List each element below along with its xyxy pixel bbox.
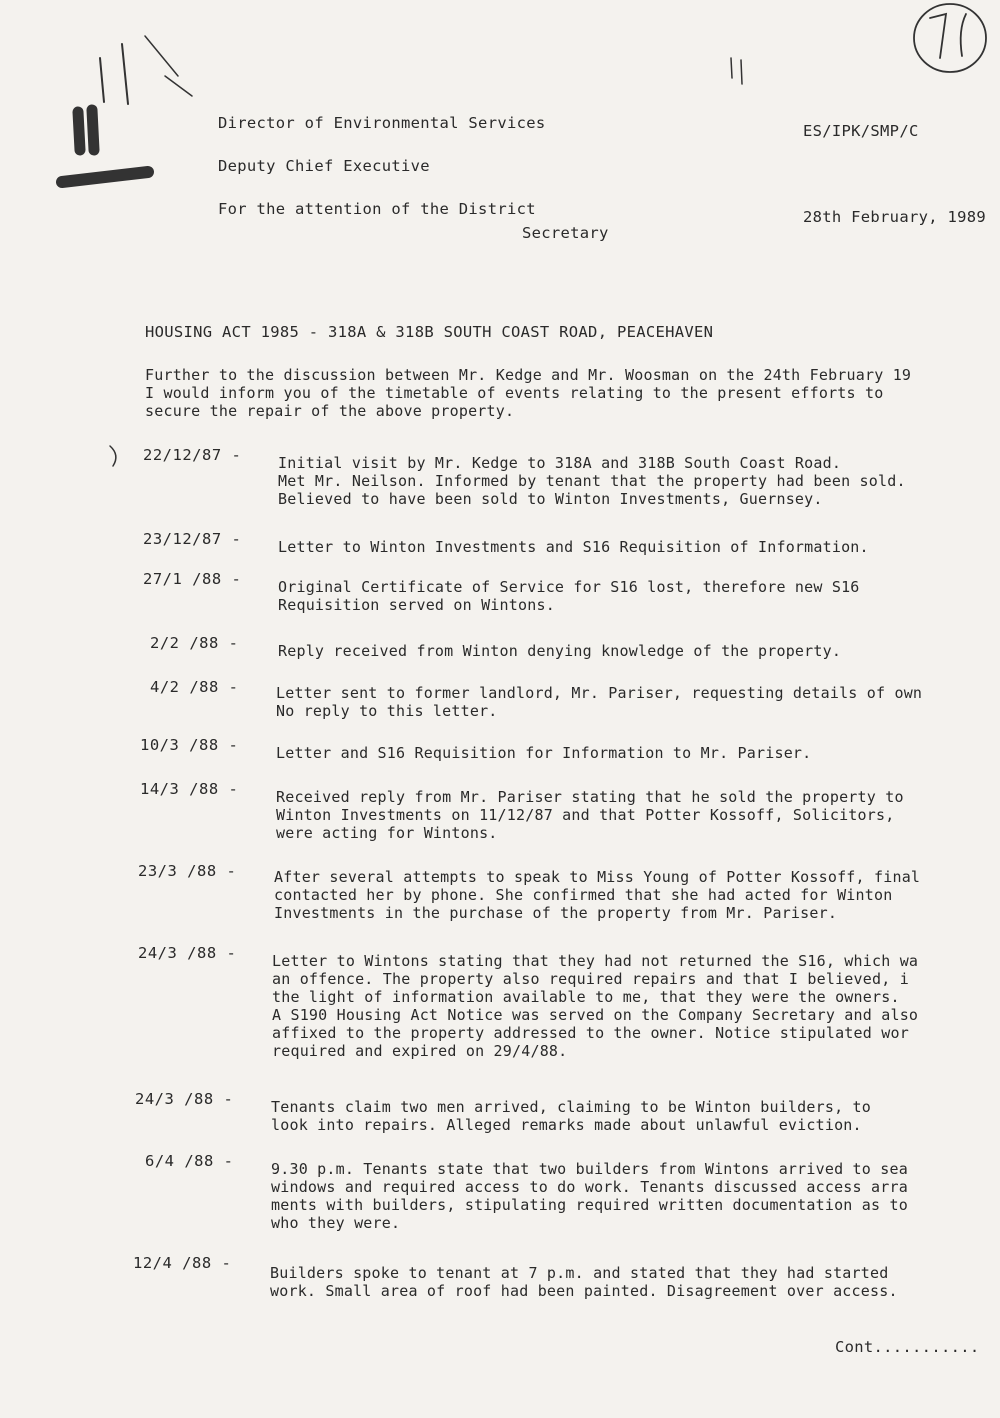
entry-line: who they were.: [271, 1214, 401, 1232]
entry-date: 12/4 /88 -: [133, 1254, 232, 1272]
circle-mark: [914, 4, 986, 72]
handwritten-stroke: [100, 58, 104, 102]
attention-line-1: For the attention of the District: [218, 200, 536, 218]
entry-date: 22/12/87 -: [143, 446, 242, 464]
entry-line: affixed to the property addressed to the owner. Notice stipulated wor: [272, 1024, 909, 1042]
handwritten-stroke: [122, 44, 128, 104]
entry-line: the light of information available to me, that they were the owners.: [272, 988, 900, 1006]
entry-line: were acting for Wintons.: [276, 824, 498, 842]
entry-text: [278, 642, 841, 660]
intro-line: Further to the discussion between Mr. Kedge and Mr. Woosman on the 24th February 19: [145, 366, 912, 384]
entry-line: Requisition served on Wintons.: [278, 596, 555, 614]
entry-line: 9.30 p.m. Tenants state that two builders from Wintons arrived to sea: [271, 1160, 908, 1178]
entry-line: Reply received from Winton denying knowledge of the property.: [278, 642, 842, 660]
entry-line: After several attempts to speak to Miss Young of Potter Kossoff, final: [274, 868, 921, 886]
entry-line: Believed to have been sold to Winton Investments, Guernsey.: [278, 490, 823, 508]
entry-date: 14/3 /88 -: [140, 780, 239, 798]
subject-line: HOUSING ACT 1985 - 318A & 318B SOUTH COAST ROAD, PEACEHAVEN: [145, 323, 714, 341]
intro-line: secure the repair of the above property.: [145, 402, 515, 420]
handwritten-stroke: [62, 172, 148, 182]
entry-line: Letter to Winton Investments and S16 Requisition of Information.: [278, 538, 869, 556]
intro-paragraph: [145, 366, 911, 420]
handwritten-stroke: [165, 76, 192, 96]
entry-text: [276, 744, 811, 762]
entry-date: 2/2 /88 -: [150, 634, 239, 652]
entry-text: [278, 578, 860, 614]
handwritten-stroke: [78, 112, 80, 150]
entry-line: windows and required access to do work. Tenants discussed access arra: [271, 1178, 908, 1196]
entry-line: Letter sent to former landlord, Mr. Pariser, requesting details of own: [276, 684, 923, 702]
entry-line: work. Small area of roof had been painted. Disagreement over access.: [270, 1282, 898, 1300]
attention-line-2: Secretary: [522, 224, 609, 242]
handwritten-circled-number: [935, 20, 936, 21]
entry-text: [270, 1264, 898, 1300]
entry-text: [272, 952, 918, 1060]
entry-text: [271, 1160, 908, 1232]
entry-line: look into repairs. Alleged remarks made about unlawful eviction.: [271, 1116, 862, 1134]
continued-marker: Cont...........: [835, 1338, 980, 1356]
entry-date: 10/3 /88 -: [140, 736, 239, 754]
entry-line: Winton Investments on 11/12/87 and that Potter Kossoff, Solicitors,: [276, 806, 895, 824]
handwritten-stroke: [145, 36, 178, 76]
handwritten-top-center: [728, 60, 729, 61]
entry-line: an offence. The property also required repairs and that I believed, i: [272, 970, 909, 988]
entry-line: No reply to this letter.: [276, 702, 498, 720]
entry-line: Letter and S16 Requisition for Information to Mr. Pariser.: [276, 744, 812, 762]
entry-line: Tenants claim two men arrived, claiming to be Winton builders, to: [271, 1098, 871, 1116]
entry-text: [278, 538, 869, 556]
letter-date: 28th February, 1989: [803, 208, 987, 226]
recipient-line-1: Director of Environmental Services: [218, 114, 546, 132]
entry-date: 6/4 /88 -: [145, 1152, 234, 1170]
entry-line: Investments in the purchase of the property from Mr. Pariser.: [274, 904, 838, 922]
entry-text: [271, 1098, 871, 1134]
entry-line: ments with builders, stipulating required written documentation as to: [271, 1196, 908, 1214]
entry-line: A S190 Housing Act Notice was served on the Company Secretary and also: [272, 1006, 919, 1024]
recipient-line-2: Deputy Chief Executive: [218, 157, 430, 175]
entry-text: [276, 788, 904, 842]
entry-line: Initial visit by Mr. Kedge to 318A and 318B South Coast Road.: [278, 454, 842, 472]
reference-number: ES/IPK/SMP/C: [803, 122, 919, 140]
handwritten-top-left: [70, 40, 73, 41]
entry-text: [278, 454, 906, 508]
entry-line: contacted her by phone. She confirmed that she had acted for Winton: [274, 886, 893, 904]
entry-date: 4/2 /88 -: [150, 678, 239, 696]
entry-line: Builders spoke to tenant at 7 p.m. and stated that they had started: [270, 1264, 889, 1282]
entry-date: 23/12/87 -: [143, 530, 242, 548]
entry-line: Letter to Wintons stating that they had not returned the S16, which wa: [272, 952, 919, 970]
entry-date: 23/3 /88 -: [138, 862, 237, 880]
entry-text: [276, 684, 922, 720]
entry-date: 24/3 /88 -: [138, 944, 237, 962]
entry-line: Met Mr. Neilson. Informed by tenant that the property had been sold.: [278, 472, 906, 490]
entry-text: [274, 868, 920, 922]
entry-date: 24/3 /88 -: [135, 1090, 234, 1108]
handwritten-stroke: [92, 110, 94, 150]
entry-date: 27/1 /88 -: [143, 570, 242, 588]
entry-line: Original Certificate of Service for S16 lost, therefore new S16: [278, 578, 860, 596]
intro-line: I would inform you of the timetable of events relating to the present efforts to: [145, 384, 884, 402]
entry-line: required and expired on 29/4/88.: [272, 1042, 568, 1060]
entry-line: Received reply from Mr. Pariser stating that he sold the property to: [276, 788, 904, 806]
